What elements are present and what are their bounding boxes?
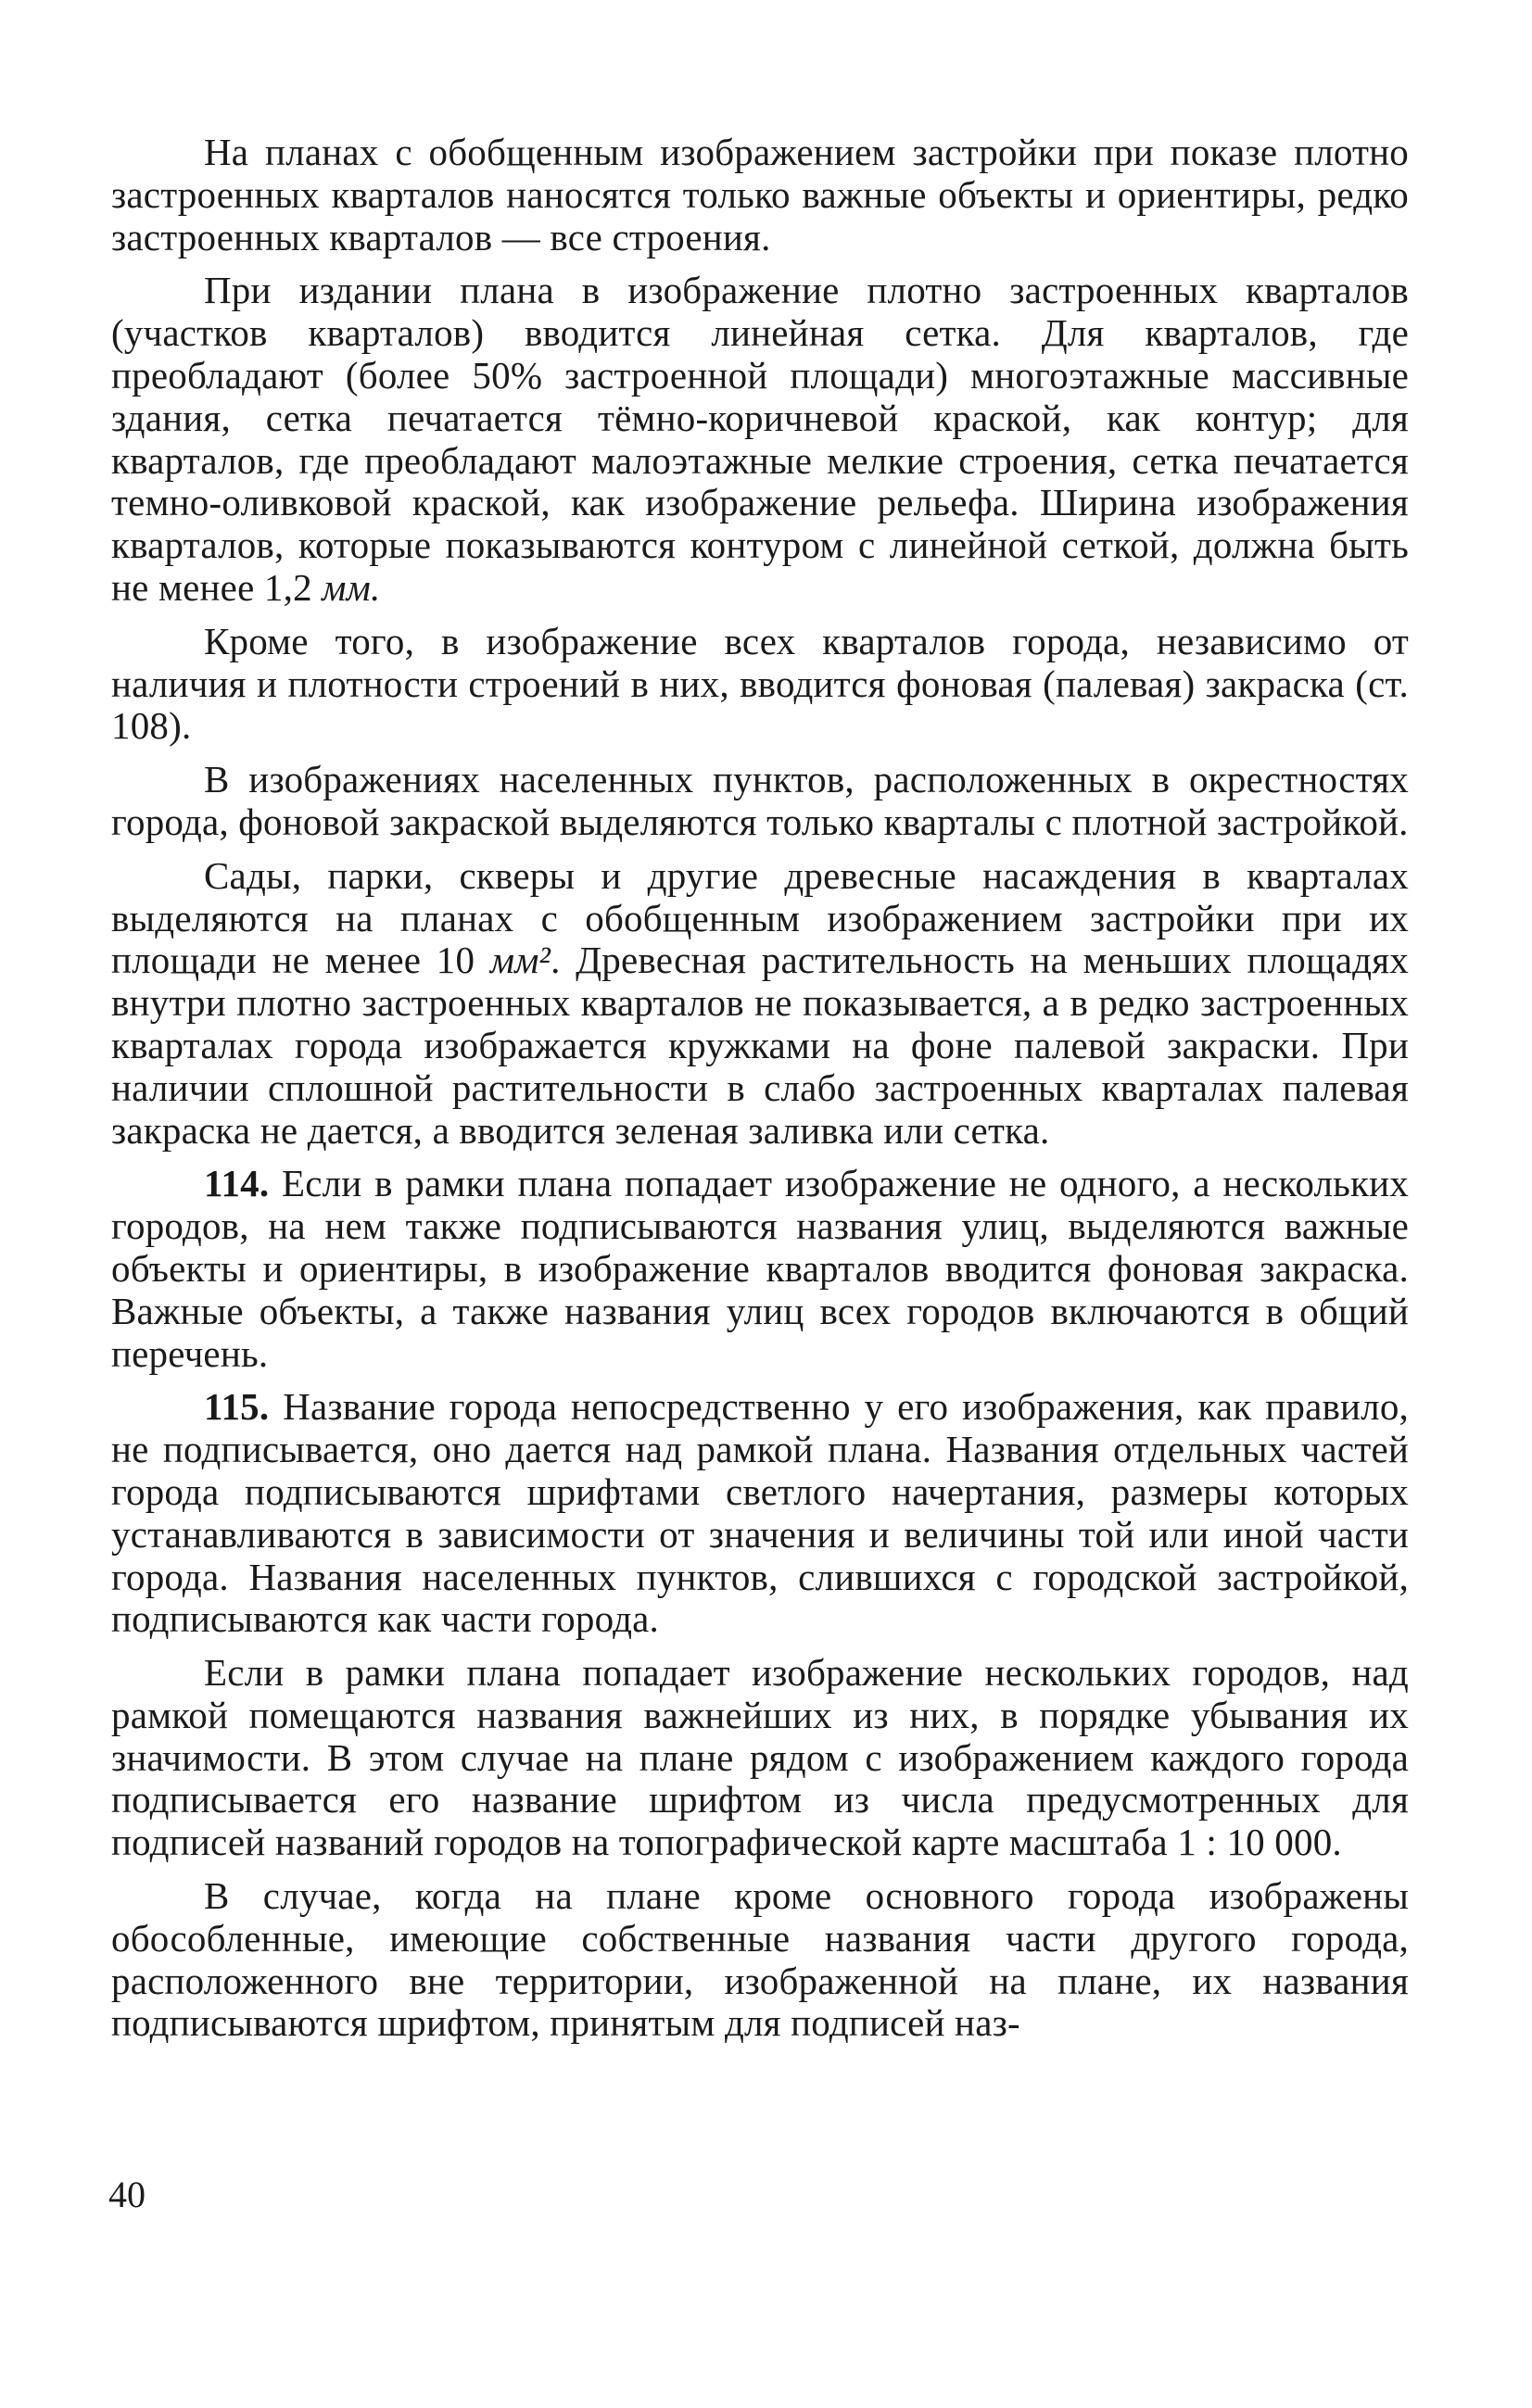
paragraph-text: Кроме того, в изображение всех кварталов города, независимо от наличия и плотности строений в них, вводится фоновая (палевая) закраска (ст. 108).	[111, 619, 1409, 748]
paragraph	[111, 855, 1409, 1153]
paragraph-text: Название города непосредственно у его изображения, как правило, не подписывается, оно дается над рамкой плана. Названия отдельных частей города подписываются шрифтами светлого начертания, размеры которых устанавливаются в зависимости от значения и величины той или иной части города. Названия населенных пунктов, слившихся с городской застройкой, подписываются как части города.	[111, 1385, 1409, 1641]
paragraph	[111, 1386, 1409, 1641]
paragraph-text: В изображениях населенных пунктов, расположенных в окрестностях города, фоновой закраской выделяются только кварталы с плотной застройкой.	[111, 758, 1409, 843]
paragraph	[111, 1875, 1409, 2045]
paragraph	[111, 621, 1409, 748]
paragraph-text: Сады, парки, скверы и другие древесные насаждения в кварталах выделяются на планах с обобщенным изображением застройки при их площади не менее 10	[111, 853, 1409, 982]
section-number: 115.	[204, 1385, 270, 1429]
paragraph-text: На планах с обобщенным изображением застройки при показе плотно застроенных кварталов наносятся только важные объекты и ориентиры, редко застроенных кварталов — все строения.	[111, 131, 1409, 258]
unit-label: мм.	[322, 565, 381, 609]
body-text	[111, 132, 1409, 2056]
paragraph	[111, 270, 1409, 609]
paragraph-text: Если в рамки плана попадает изображение нескольких городов, над рамкой помещаются названия важнейших из них, в порядке убывания их значимости. В этом случае на плане рядом с изображением каждого города подписывается его название шрифтом из числа предусмотренных для подписей названий городов на топографической карте масштаба 1 : 10 000.	[111, 1651, 1409, 1864]
page-number: 40	[108, 2174, 146, 2215]
paragraph-text: В случае, когда на плане кроме основного города изображены обособленные, имеющие собственные названия части другого города, расположенного вне территории, изображенной на плане, их названия подписываются шрифтом, принятым для подписей наз-	[111, 1874, 1409, 2045]
paragraph-text: . Древесная растительность на меньших площадях внутри плотно застроенных кварталов не показывается, а в редко застроенных кварталах города изображается кружками на фоне палевой закраски. При наличии сплошной растительности в слабо застроенных кварталах палевая закраска не дается, а вводится зеленая заливка или сетка.	[111, 939, 1409, 1152]
paragraph	[111, 132, 1409, 258]
paragraph-text: Если в рамки плана попадает изображение не одного, а нескольких городов, на нем также подписываются названия улиц, выделяются важные объекты и ориентиры, в изображение кварталов вводится фоновая закраска. Важные объекты, а также названия улиц всех городов включаются в общий перечень.	[111, 1162, 1409, 1375]
paragraph	[111, 1652, 1409, 1864]
paragraph	[111, 759, 1409, 844]
unit-label: мм²	[489, 939, 551, 982]
section-number: 114.	[204, 1162, 270, 1205]
paragraph-text: При издании плана в изображение плотно застроенных кварталов (участков кварталов) вводится линейная сетка. Для кварталов, где преобладают (более 50% застроенной площади) многоэтажные массивные здания, сетка печатается тёмно-коричневой краской, как контур; для кварталов, где преобладают малоэтажные мелкие строения, сетка печатается темно-оливковой краской, как изображение рельефа. Ширина изображения кварталов, которые показываются контуром с линейной сеткой, должна быть не менее 1,2	[111, 269, 1409, 609]
paragraph	[111, 1163, 1409, 1375]
